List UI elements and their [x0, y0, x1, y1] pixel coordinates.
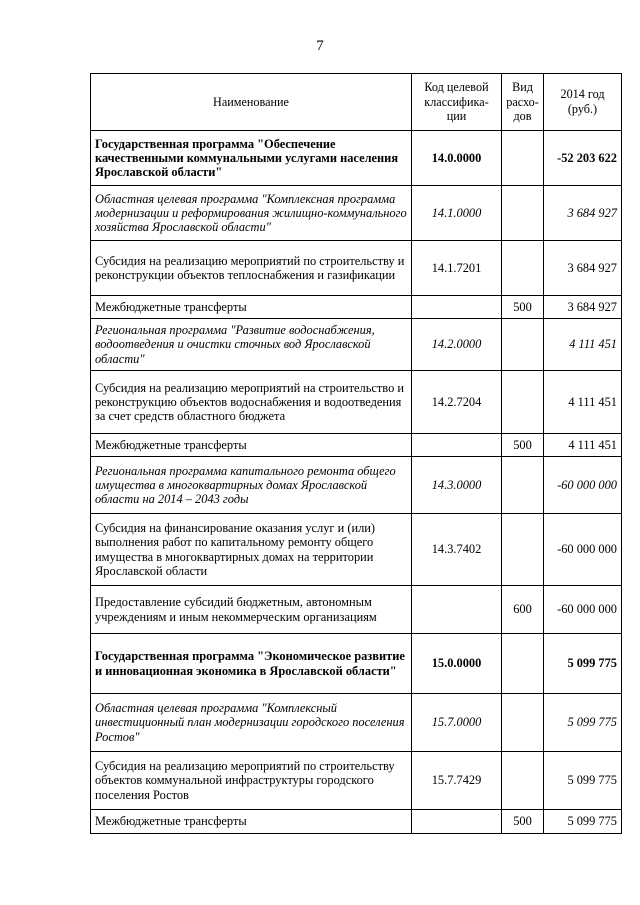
row-code-cell: [412, 586, 502, 634]
row-name-cell: Субсидия на реализацию мероприятий по строительству объектов коммунальной инфраструктуры городского поселения Ростов: [91, 752, 412, 810]
row-code-cell: 14.2.7204: [412, 371, 502, 434]
row-vid-cell: [502, 634, 544, 694]
table-row: [91, 296, 622, 319]
row-name-cell: Предоставление субсидий бюджетным, автономным учреждениям и иным некоммерческим организациям: [91, 586, 412, 634]
row-name-cell: Межбюджетные трансферты: [91, 810, 412, 834]
header-code: Код целевой классифика-ции: [412, 74, 502, 131]
row-vid-cell: 500: [502, 810, 544, 834]
row-code-cell: 15.7.7429: [412, 752, 502, 810]
table-row: [91, 457, 622, 514]
row-vid-cell: [502, 457, 544, 514]
row-sum-cell: 3 684 927: [544, 241, 622, 296]
row-sum-cell: 5 099 775: [544, 634, 622, 694]
row-name-cell: Субсидия на финансирование оказания услуг и (или) выполнения работ по капитальному ремонту общего имущества в многоквартирных домах на территории Ярославской области: [91, 514, 412, 586]
row-name-cell: Субсидия на реализацию мероприятий на строительство и реконструкцию объектов водоснабжения и водоотведения за счет средств областного бюджета: [91, 371, 412, 434]
row-code-cell: [412, 296, 502, 319]
row-vid-cell: 600: [502, 586, 544, 634]
row-name-cell: Субсидия на реализацию мероприятий по строительству и реконструкции объектов теплоснабжения и газификации: [91, 241, 412, 296]
table-row: [91, 319, 622, 371]
row-sum-cell: 5 099 775: [544, 810, 622, 834]
row-sum-cell: -60 000 000: [544, 586, 622, 634]
table-row: [91, 694, 622, 752]
row-name-cell: Региональная программа "Развитие водоснабжения, водоотведения и очистки сточных вод Ярославской области": [91, 319, 412, 371]
header-sum: 2014 год (руб.): [544, 74, 622, 131]
row-name-cell: Областная целевая программа "Комплексный инвестиционный план модернизации городского поселения Ростов": [91, 694, 412, 752]
table-row: [91, 131, 622, 186]
row-name-cell: Областная целевая программа "Комплексная программа модернизации и реформирования жилищно-коммунального хозяйства Ярославской области": [91, 186, 412, 241]
row-sum-cell: 4 111 451: [544, 319, 622, 371]
row-code-cell: 14.3.7402: [412, 514, 502, 586]
row-vid-cell: [502, 752, 544, 810]
row-vid-cell: [502, 186, 544, 241]
row-vid-cell: 500: [502, 296, 544, 319]
header-name: Наименование: [91, 74, 412, 131]
table-row: [91, 514, 622, 586]
table-body: [91, 131, 622, 834]
table-row: [91, 241, 622, 296]
row-code-cell: [412, 434, 502, 457]
row-sum-cell: 4 111 451: [544, 434, 622, 457]
page-number: 7: [316, 38, 324, 54]
table-row: [91, 634, 622, 694]
row-sum-cell: 3 684 927: [544, 296, 622, 319]
row-vid-cell: [502, 131, 544, 186]
row-vid-cell: [502, 514, 544, 586]
budget-table: [90, 73, 622, 834]
table-row: [91, 434, 622, 457]
row-sum-cell: -52 203 622: [544, 131, 622, 186]
row-code-cell: 15.0.0000: [412, 634, 502, 694]
header-vid: Вид расхо-дов: [502, 74, 544, 131]
row-sum-cell: 5 099 775: [544, 694, 622, 752]
row-vid-cell: [502, 371, 544, 434]
row-name-cell: Региональная программа капитального ремонта общего имущества в многоквартирных домах Ярославской области на 2014 – 2043 годы: [91, 457, 412, 514]
table-row: [91, 810, 622, 834]
table-row: [91, 752, 622, 810]
row-sum-cell: -60 000 000: [544, 514, 622, 586]
table-row: [91, 586, 622, 634]
row-name-cell: Государственная программа "Экономическое развитие и инновационная экономика в Ярославской области": [91, 634, 412, 694]
table-row: [91, 186, 622, 241]
row-code-cell: 14.1.7201: [412, 241, 502, 296]
row-code-cell: 14.0.0000: [412, 131, 502, 186]
row-sum-cell: -60 000 000: [544, 457, 622, 514]
row-vid-cell: [502, 319, 544, 371]
row-name-cell: Межбюджетные трансферты: [91, 434, 412, 457]
row-code-cell: [412, 810, 502, 834]
row-name-cell: Государственная программа "Обеспечение качественными коммунальными услугами населения Ярославской области": [91, 131, 412, 186]
table-header-row: [91, 74, 622, 131]
row-sum-cell: 5 099 775: [544, 752, 622, 810]
row-code-cell: 14.3.0000: [412, 457, 502, 514]
row-code-cell: 14.1.0000: [412, 186, 502, 241]
row-vid-cell: [502, 241, 544, 296]
row-sum-cell: 3 684 927: [544, 186, 622, 241]
row-code-cell: 14.2.0000: [412, 319, 502, 371]
row-code-cell: 15.7.0000: [412, 694, 502, 752]
row-vid-cell: 500: [502, 434, 544, 457]
row-name-cell: Межбюджетные трансферты: [91, 296, 412, 319]
row-vid-cell: [502, 694, 544, 752]
table-row: [91, 371, 622, 434]
row-sum-cell: 4 111 451: [544, 371, 622, 434]
